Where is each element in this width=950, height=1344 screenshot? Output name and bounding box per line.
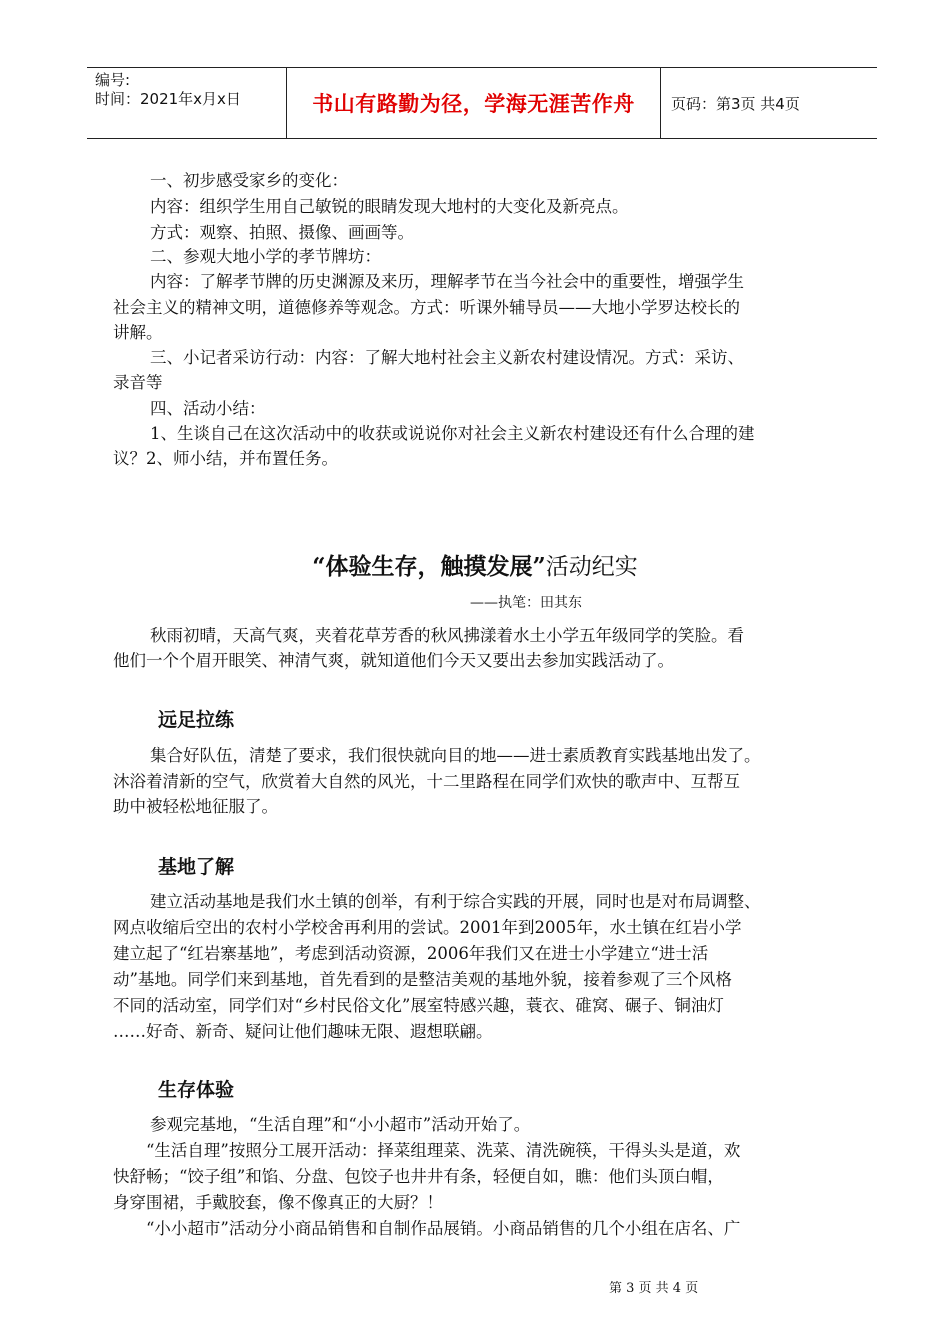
section-line: 快舒畅；“饺子组”和馅、分盘、包饺子也井井有条，轻便自如，瞧：他们头顶白帽， xyxy=(113,1167,724,1186)
section-line: 集合好队伍，清楚了要求，我们很快就向目的地——进士素质教育实践基地出发了。 xyxy=(150,746,761,765)
section-line: 不同的活动室，同学们对“乡村民俗文化”展室特感兴趣，蓑衣、碓窝、碾子、铜油灯 xyxy=(113,996,724,1015)
intro-line: 秋雨初晴，天高气爽，夹着花草芳香的秋风拂漾着水土小学五年级同学的笑脸。看 xyxy=(150,626,744,645)
plan-line: 1、生谈自己在这次活动中的收获或说说你对社会主义新农村建设还有什么合理的建 xyxy=(150,424,755,443)
plan-line: 内容：组织学生用自己敏锐的眼睛发现大地村的大变化及新亮点。 xyxy=(150,197,629,216)
header-page-cell xyxy=(661,68,877,138)
section-heading-survival: 生存体验 xyxy=(158,1079,235,1101)
article-title-quoted: “体验生存，触摸发展” xyxy=(312,553,546,580)
section-line: 参观完基地，“生活自理”和“小小超市”活动开始了。 xyxy=(150,1115,531,1134)
section-line: 身穿围裙，手戴胶套，像不像真正的大厨？！ xyxy=(113,1193,443,1212)
section-line: 助中被轻松地征服了。 xyxy=(113,797,278,816)
section-line: 建立起了“红岩寨基地”，考虑到活动资源，2006年我们又在进士小学建立“进士活 xyxy=(113,944,709,963)
section-line: 沐浴着清新的空气，欣赏着大自然的风光，十二里路程在同学们欢快的歌声中、互帮互 xyxy=(113,772,740,791)
header-meta xyxy=(87,68,287,138)
article-title-rest: 活动纪实 xyxy=(545,554,638,580)
plan-line: 二、参观大地小学的孝节牌坊： xyxy=(150,247,381,266)
article-title xyxy=(0,548,950,581)
plan-line: 录音等 xyxy=(113,373,163,392)
plan-line: 议？2、师小结，并布置任务。 xyxy=(113,449,338,468)
plan-line: 方式：观察、拍照、摄像、画画等。 xyxy=(150,223,414,242)
header-page-label: 页码：第3页 共4页 xyxy=(671,94,800,113)
section-heading-hike: 远足拉练 xyxy=(158,709,235,731)
plan-line: 一、初步感受家乡的变化： xyxy=(150,171,348,190)
header-time-label: 时间：2021年x月x日 xyxy=(95,90,241,108)
article-byline: ——执笔：田其东 xyxy=(470,595,582,611)
plan-line: 内容：了解孝节牌的历史渊源及来历，理解孝节在当今社会中的重要性，增强学生 xyxy=(150,272,744,291)
plan-line: 讲解。 xyxy=(113,323,163,342)
section-line: 动”基地。同学们来到基地，首先看到的是整洁美观的基地外貌，接着参观了三个风格 xyxy=(113,970,732,989)
header-motto: 书山有路勤为径，学海无涯苦作舟 xyxy=(312,91,635,116)
section-line: “小小超市”活动分小商品销售和自制作品展销。小商品销售的几个小组在店名、广 xyxy=(146,1219,741,1238)
plan-line: 社会主义的精神文明，道德修养等观念。方式：听课外辅导员——大地小学罗达校长的 xyxy=(113,298,740,317)
section-line: “生活自理”按照分工展开活动：择菜组理菜、洗菜、清洗碗筷，干得头头是道，欢 xyxy=(146,1141,741,1160)
section-line: 建立活动基地是我们水土镇的创举，有利于综合实践的开展，同时也是对布局调整、 xyxy=(150,892,761,911)
plan-line: 三、小记者采访行动：内容：了解大地村社会主义新农村建设情况。方式：采访、 xyxy=(150,348,744,367)
section-line: ……好奇、新奇、疑问让他们趣味无限、遐想联翩。 xyxy=(113,1022,493,1041)
section-line: 网点收缩后空出的农村小学校舍再利用的尝试。2001年到2005年，水土镇在红岩小学 xyxy=(113,918,742,937)
page-footer: 第 3 页 共 4 页 xyxy=(609,1281,699,1296)
plan-line: 四、活动小结： xyxy=(150,399,266,418)
intro-line: 他们一个个眉开眼笑、神清气爽，就知道他们今天又要出去参加实践活动了。 xyxy=(113,651,674,670)
page-header xyxy=(87,67,877,139)
section-heading-base: 基地了解 xyxy=(158,856,235,878)
header-motto-cell xyxy=(287,68,661,138)
header-number-label: 编号: xyxy=(95,71,131,89)
